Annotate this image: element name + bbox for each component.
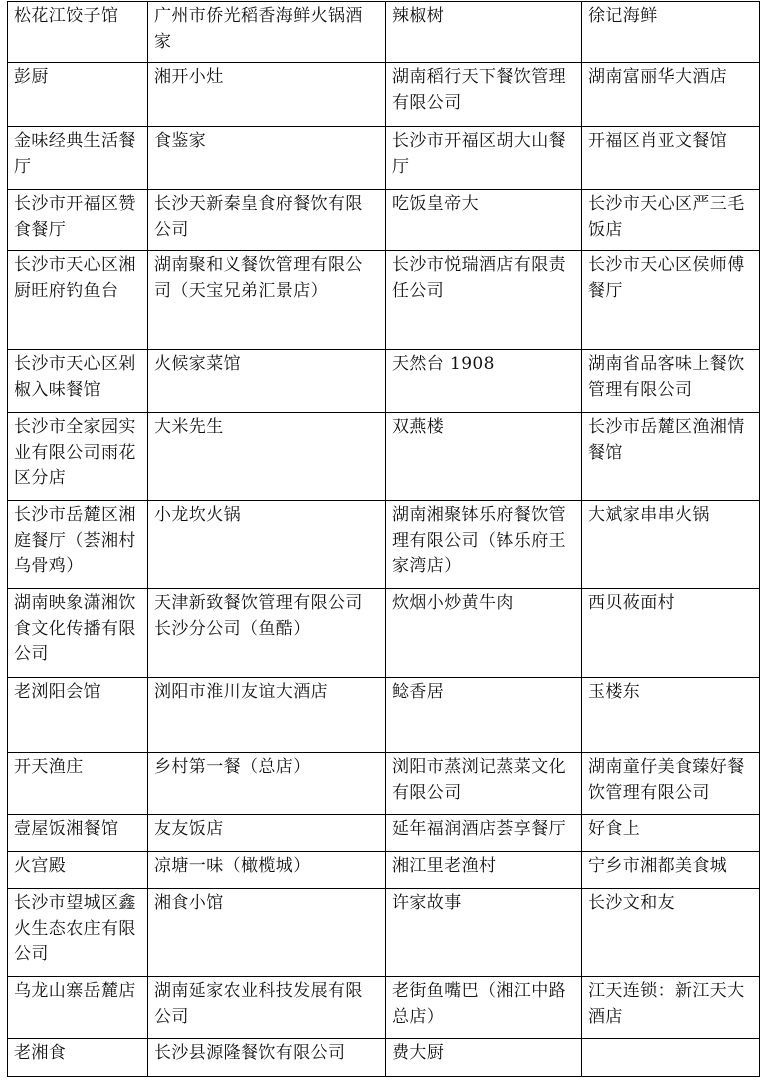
table-body <box>8 2 760 1077</box>
table-row <box>8 413 760 501</box>
table-cell: 辣椒树 <box>386 2 582 63</box>
table-cell: 湖南稻行天下餐饮管理有限公司 <box>386 63 582 127</box>
table-row <box>8 977 760 1039</box>
table-cell: 浏阳市蒸浏记蒸菜文化有限公司 <box>386 753 582 815</box>
table-cell: 长沙市天心区严三毛饭店 <box>582 190 760 251</box>
table-row <box>8 1039 760 1077</box>
table-row <box>8 852 760 889</box>
table-cell: 湖南映象潇湘饮食文化传播有限公司 <box>8 589 148 678</box>
table-cell: 天津新致餐饮管理有限公司长沙分公司（鱼酷） <box>148 589 386 678</box>
table-cell: 广州市侨光稻香海鲜火锅酒家 <box>148 2 386 63</box>
table-row <box>8 190 760 251</box>
table-cell: 长沙市天心区湘厨旺府钓鱼台 <box>8 251 148 350</box>
table-cell: 湘食小馆 <box>148 889 386 977</box>
table-cell: 大斌家串串火锅 <box>582 501 760 589</box>
table-cell: 炊烟小炒黄牛肉 <box>386 589 582 678</box>
table-cell: 湘江里老渔村 <box>386 852 582 889</box>
table-cell: 长沙市悦瑞酒店有限责任公司 <box>386 251 582 350</box>
table-cell: 玉楼东 <box>582 678 760 753</box>
table-cell: 西贝莜面村 <box>582 589 760 678</box>
table-cell: 壹屋饭湘餐馆 <box>8 815 148 852</box>
table-cell: 开天渔庄 <box>8 753 148 815</box>
table-cell: 浏阳市淮川友谊大酒店 <box>148 678 386 753</box>
table-cell: 吃饭皇帝大 <box>386 190 582 251</box>
table-cell: 长沙市开福区赞食餐厅 <box>8 190 148 251</box>
table-cell: 费大厨 <box>386 1039 582 1077</box>
table-cell: 长沙市天心区剁椒入味餐馆 <box>8 350 148 413</box>
table-cell: 老湘食 <box>8 1039 148 1077</box>
table-cell: 湘开小灶 <box>148 63 386 127</box>
table-cell: 湖南省品客味上餐饮管理有限公司 <box>582 350 760 413</box>
table-row <box>8 2 760 63</box>
table-cell: 乌龙山寨岳麓店 <box>8 977 148 1039</box>
table-row <box>8 127 760 190</box>
table-row <box>8 589 760 678</box>
table-cell <box>582 1039 760 1077</box>
table-cell: 大米先生 <box>148 413 386 501</box>
table-cell: 长沙市开福区胡大山餐厅 <box>386 127 582 190</box>
table-row <box>8 678 760 753</box>
table-cell: 小龙坎火锅 <box>148 501 386 589</box>
table-cell: 湖南延家农业科技发展有限公司 <box>148 977 386 1039</box>
table-cell: 双燕楼 <box>386 413 582 501</box>
table-cell: 延年福润酒店荟享餐厅 <box>386 815 582 852</box>
table-cell: 湖南童仔美食臻好餐饮管理有限公司 <box>582 753 760 815</box>
table-cell: 长沙天新秦皇食府餐饮有限公司 <box>148 190 386 251</box>
table-cell: 食鉴家 <box>148 127 386 190</box>
table-cell: 凉塘一味（橄榄城） <box>148 852 386 889</box>
table-cell: 江天连锁：新江天大酒店 <box>582 977 760 1039</box>
table-cell: 徐记海鲜 <box>582 2 760 63</box>
table-cell: 开福区肖亚文餐馆 <box>582 127 760 190</box>
table-row <box>8 501 760 589</box>
table-cell: 长沙文和友 <box>582 889 760 977</box>
table-cell: 鲶香居 <box>386 678 582 753</box>
table-cell: 老浏阳会馆 <box>8 678 148 753</box>
table-cell: 长沙市岳麓区渔湘情餐馆 <box>582 413 760 501</box>
table-row <box>8 753 760 815</box>
restaurant-list-table <box>7 1 760 1077</box>
table-row <box>8 889 760 977</box>
table-cell: 友友饭店 <box>148 815 386 852</box>
table-row <box>8 350 760 413</box>
table-cell: 长沙县源隆餐饮有限公司 <box>148 1039 386 1077</box>
table-cell: 长沙市望城区鑫火生态农庄有限公司 <box>8 889 148 977</box>
table-cell: 湖南富丽华大酒店 <box>582 63 760 127</box>
table-cell: 许家故事 <box>386 889 582 977</box>
table-cell: 火候家菜馆 <box>148 350 386 413</box>
table-cell: 天然台 1908 <box>386 350 582 413</box>
table-cell: 乡村第一餐（总店） <box>148 753 386 815</box>
table-cell: 火宫殿 <box>8 852 148 889</box>
table-cell: 好食上 <box>582 815 760 852</box>
table-cell: 松花江饺子馆 <box>8 2 148 63</box>
table-cell: 宁乡市湘都美食城 <box>582 852 760 889</box>
table-cell: 金味经典生活餐厅 <box>8 127 148 190</box>
table-cell: 湖南湘聚钵乐府餐饮管理有限公司（钵乐府王家湾店） <box>386 501 582 589</box>
table-cell: 彭厨 <box>8 63 148 127</box>
table-row <box>8 251 760 350</box>
table-cell: 长沙市天心区侯师傅餐厅 <box>582 251 760 350</box>
table-cell: 长沙市岳麓区湘庭餐厅（荟湘村乌骨鸡） <box>8 501 148 589</box>
table-row <box>8 63 760 127</box>
table-cell: 老街鱼嘴巴（湘江中路总店） <box>386 977 582 1039</box>
table-cell: 长沙市全家园实业有限公司雨花区分店 <box>8 413 148 501</box>
table-row <box>8 815 760 852</box>
table-cell: 湖南聚和义餐饮管理有限公司（天宝兄弟汇景店） <box>148 251 386 350</box>
